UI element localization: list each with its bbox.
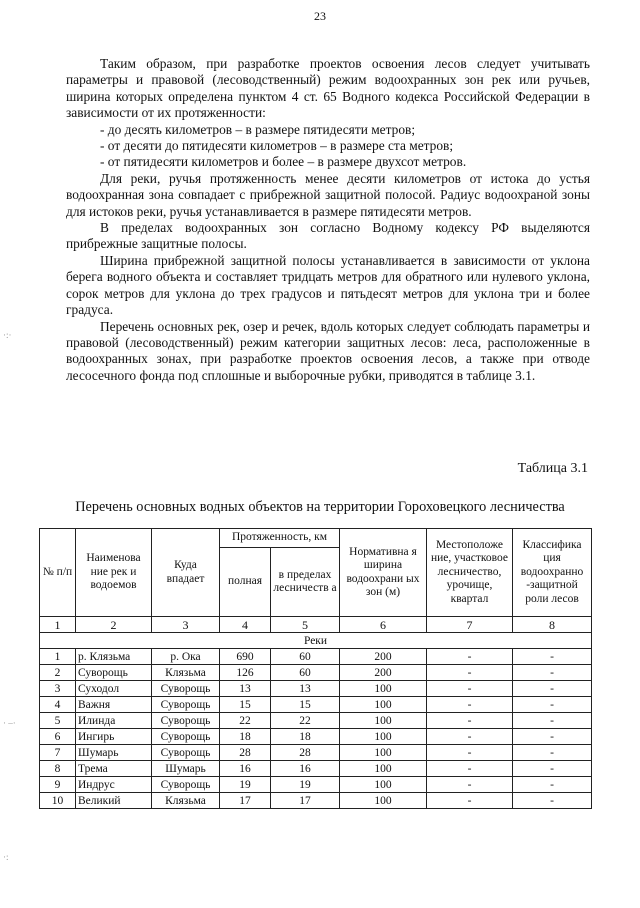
cell-num: 8: [40, 761, 76, 777]
cell-length-within: 19: [271, 777, 340, 793]
cell-classification: -: [513, 745, 592, 761]
header-width: Нормативна я ширина водоохрани ых зон (м): [340, 529, 427, 617]
cell-flows-into: Суворощь: [152, 697, 220, 713]
column-number: 2: [76, 617, 152, 633]
column-number: 7: [427, 617, 513, 633]
paragraph: В пределах водоохранных зон согласно Водному кодексу РФ выделяются прибрежные защитные полосы.: [66, 220, 590, 252]
table-label: Таблица 3.1: [517, 461, 588, 476]
header-length-within: в пределах лесничеств а: [271, 548, 340, 617]
cell-classification: -: [513, 777, 592, 793]
cell-flows-into: Клязьма: [152, 665, 220, 681]
cell-width: 100: [340, 729, 427, 745]
table-row: [40, 793, 592, 809]
list-item: - до десять километров – в размере пятидесяти метров;: [100, 121, 416, 137]
cell-location: -: [427, 777, 513, 793]
cell-classification: -: [513, 649, 592, 665]
column-number: 1: [40, 617, 76, 633]
cell-num: 3: [40, 681, 76, 697]
cell-location: -: [427, 761, 513, 777]
cell-length-within: 60: [271, 649, 340, 665]
cell-width: 100: [340, 777, 427, 793]
cell-length-within: 13: [271, 681, 340, 697]
cell-width: 200: [340, 665, 427, 681]
paragraph: Для реки, ручья протяженность менее десяти километров от истока до устья водоохранная зона совпадает с прибрежной защитной полосой. Радиус водоохраной зоны для истоков реки, ручья устанавливается в размере пятидесяти метров.: [66, 170, 590, 219]
cell-num: 4: [40, 697, 76, 713]
cell-flows-into: р. Ока: [152, 649, 220, 665]
list-item: - от пятидесяти километров и более – в размере двухсот метров.: [100, 154, 467, 170]
cell-length-within: 16: [271, 761, 340, 777]
cell-num: 10: [40, 793, 76, 809]
cell-name: Индрус: [76, 777, 152, 793]
cell-length-total: 17: [220, 793, 271, 809]
cell-flows-into: Суворощь: [152, 729, 220, 745]
table-row: [40, 681, 592, 697]
cell-classification: -: [513, 665, 592, 681]
cell-num: 7: [40, 745, 76, 761]
cell-length-within: 17: [271, 793, 340, 809]
cell-length-within: 18: [271, 729, 340, 745]
cell-flows-into: Шумарь: [152, 761, 220, 777]
section-label: Реки: [40, 633, 592, 649]
cell-location: -: [427, 697, 513, 713]
column-number: 3: [152, 617, 220, 633]
cell-width: 100: [340, 697, 427, 713]
cell-flows-into: Суворощь: [152, 777, 220, 793]
scan-artifact: ·:·: [3, 330, 12, 340]
header-name: Наименова ние рек и водоемов: [76, 529, 152, 617]
cell-length-total: 690: [220, 649, 271, 665]
table-row: [40, 713, 592, 729]
cell-name: Шумарь: [76, 745, 152, 761]
cell-location: -: [427, 745, 513, 761]
cell-length-within: 22: [271, 713, 340, 729]
cell-classification: -: [513, 761, 592, 777]
cell-length-total: 126: [220, 665, 271, 681]
cell-location: -: [427, 665, 513, 681]
paragraph: Ширина прибрежной защитной полосы устанавливается в зависимости от уклона берега водного объекта и составляет тридцать метров для обратного или нулевого уклона, сорок метров для уклона до трех градусов и пятьдесят метров для уклона три и более градуса.: [66, 252, 590, 318]
cell-name: Важня: [76, 697, 152, 713]
list-item: - от десяти до пятидесяти километров – в размере ста метров;: [100, 138, 454, 154]
header-length-total: полная: [220, 548, 271, 617]
cell-length-total: 13: [220, 681, 271, 697]
cell-length-within: 28: [271, 745, 340, 761]
column-number: 6: [340, 617, 427, 633]
cell-location: -: [427, 649, 513, 665]
cell-name: Суворощь: [76, 665, 152, 681]
cell-length-total: 28: [220, 745, 271, 761]
cell-name: Великий: [76, 793, 152, 809]
cell-flows-into: Суворощь: [152, 681, 220, 697]
cell-length-total: 15: [220, 697, 271, 713]
table-row: [40, 761, 592, 777]
cell-length-within: 60: [271, 665, 340, 681]
table-row: [40, 665, 592, 681]
cell-name: Илинда: [76, 713, 152, 729]
cell-length-total: 22: [220, 713, 271, 729]
cell-length-total: 18: [220, 729, 271, 745]
cell-length-within: 15: [271, 697, 340, 713]
cell-classification: -: [513, 729, 592, 745]
column-number: 8: [513, 617, 592, 633]
table-row: [40, 649, 592, 665]
cell-length-total: 16: [220, 761, 271, 777]
table-row: [40, 745, 592, 761]
cell-num: 2: [40, 665, 76, 681]
table-row: [40, 729, 592, 745]
cell-location: -: [427, 681, 513, 697]
body-text: [66, 56, 590, 384]
cell-width: 100: [340, 713, 427, 729]
cell-location: -: [427, 793, 513, 809]
cell-name: Ингирь: [76, 729, 152, 745]
cell-classification: -: [513, 713, 592, 729]
cell-location: -: [427, 729, 513, 745]
section-row: [40, 633, 592, 649]
cell-flows-into: Клязьма: [152, 793, 220, 809]
cell-width: 100: [340, 793, 427, 809]
cell-name: Суходол: [76, 681, 152, 697]
header-length-group: Протяженность, км: [220, 529, 340, 548]
paragraph: Таким образом, при разработке проектов освоения лесов следует учитывать параметры и правовой (лесоводственный) режим водоохранных зон рек или ручьев, ширина которых определена пунктом 4 ст. 65 Водного кодекса Российской Федерации в зависимости от их протяженности:: [66, 56, 590, 121]
paragraph: Перечень основных рек, озер и речек, вдоль которых следует соблюдать параметры и правовой (лесоводственный) режим категории защитных лесов: леса, расположенные в водоохранных зонах, при разработке проектов освоения лесов, а также при отводе лесосечного фонда под сплошные и выборочные рубки, приводятся в таблице 3.1.: [66, 318, 590, 383]
column-number: 5: [271, 617, 340, 633]
cell-width: 200: [340, 649, 427, 665]
header-classification: Классифика ция водоохранно -защитной роли лесов: [513, 529, 592, 617]
cell-num: 9: [40, 777, 76, 793]
cell-flows-into: Суворощь: [152, 713, 220, 729]
cell-num: 1: [40, 649, 76, 665]
column-number: 4: [220, 617, 271, 633]
scan-artifact: ·:: [3, 852, 9, 862]
cell-name: Трема: [76, 761, 152, 777]
header-num: № п/п: [40, 529, 76, 617]
scan-artifact: · –·: [3, 718, 16, 728]
cell-name: р. Клязьма: [76, 649, 152, 665]
cell-width: 100: [340, 761, 427, 777]
cell-classification: -: [513, 681, 592, 697]
cell-flows-into: Суворощь: [152, 745, 220, 761]
table-title: Перечень основных водных объектов на территории Гороховецкого лесничества: [75, 499, 565, 515]
cell-classification: -: [513, 793, 592, 809]
header-location: Местоположе ние, участковое лесничество, урочище, квартал: [427, 529, 513, 617]
cell-width: 100: [340, 681, 427, 697]
page-number: 23: [314, 9, 326, 23]
rivers-table: [39, 528, 592, 809]
cell-length-total: 19: [220, 777, 271, 793]
column-number-row: [40, 617, 592, 633]
table-row: [40, 777, 592, 793]
cell-num: 6: [40, 729, 76, 745]
cell-width: 100: [340, 745, 427, 761]
cell-num: 5: [40, 713, 76, 729]
cell-classification: -: [513, 697, 592, 713]
header-flows-into: Куда впадает: [152, 529, 220, 617]
cell-location: -: [427, 713, 513, 729]
table-row: [40, 697, 592, 713]
